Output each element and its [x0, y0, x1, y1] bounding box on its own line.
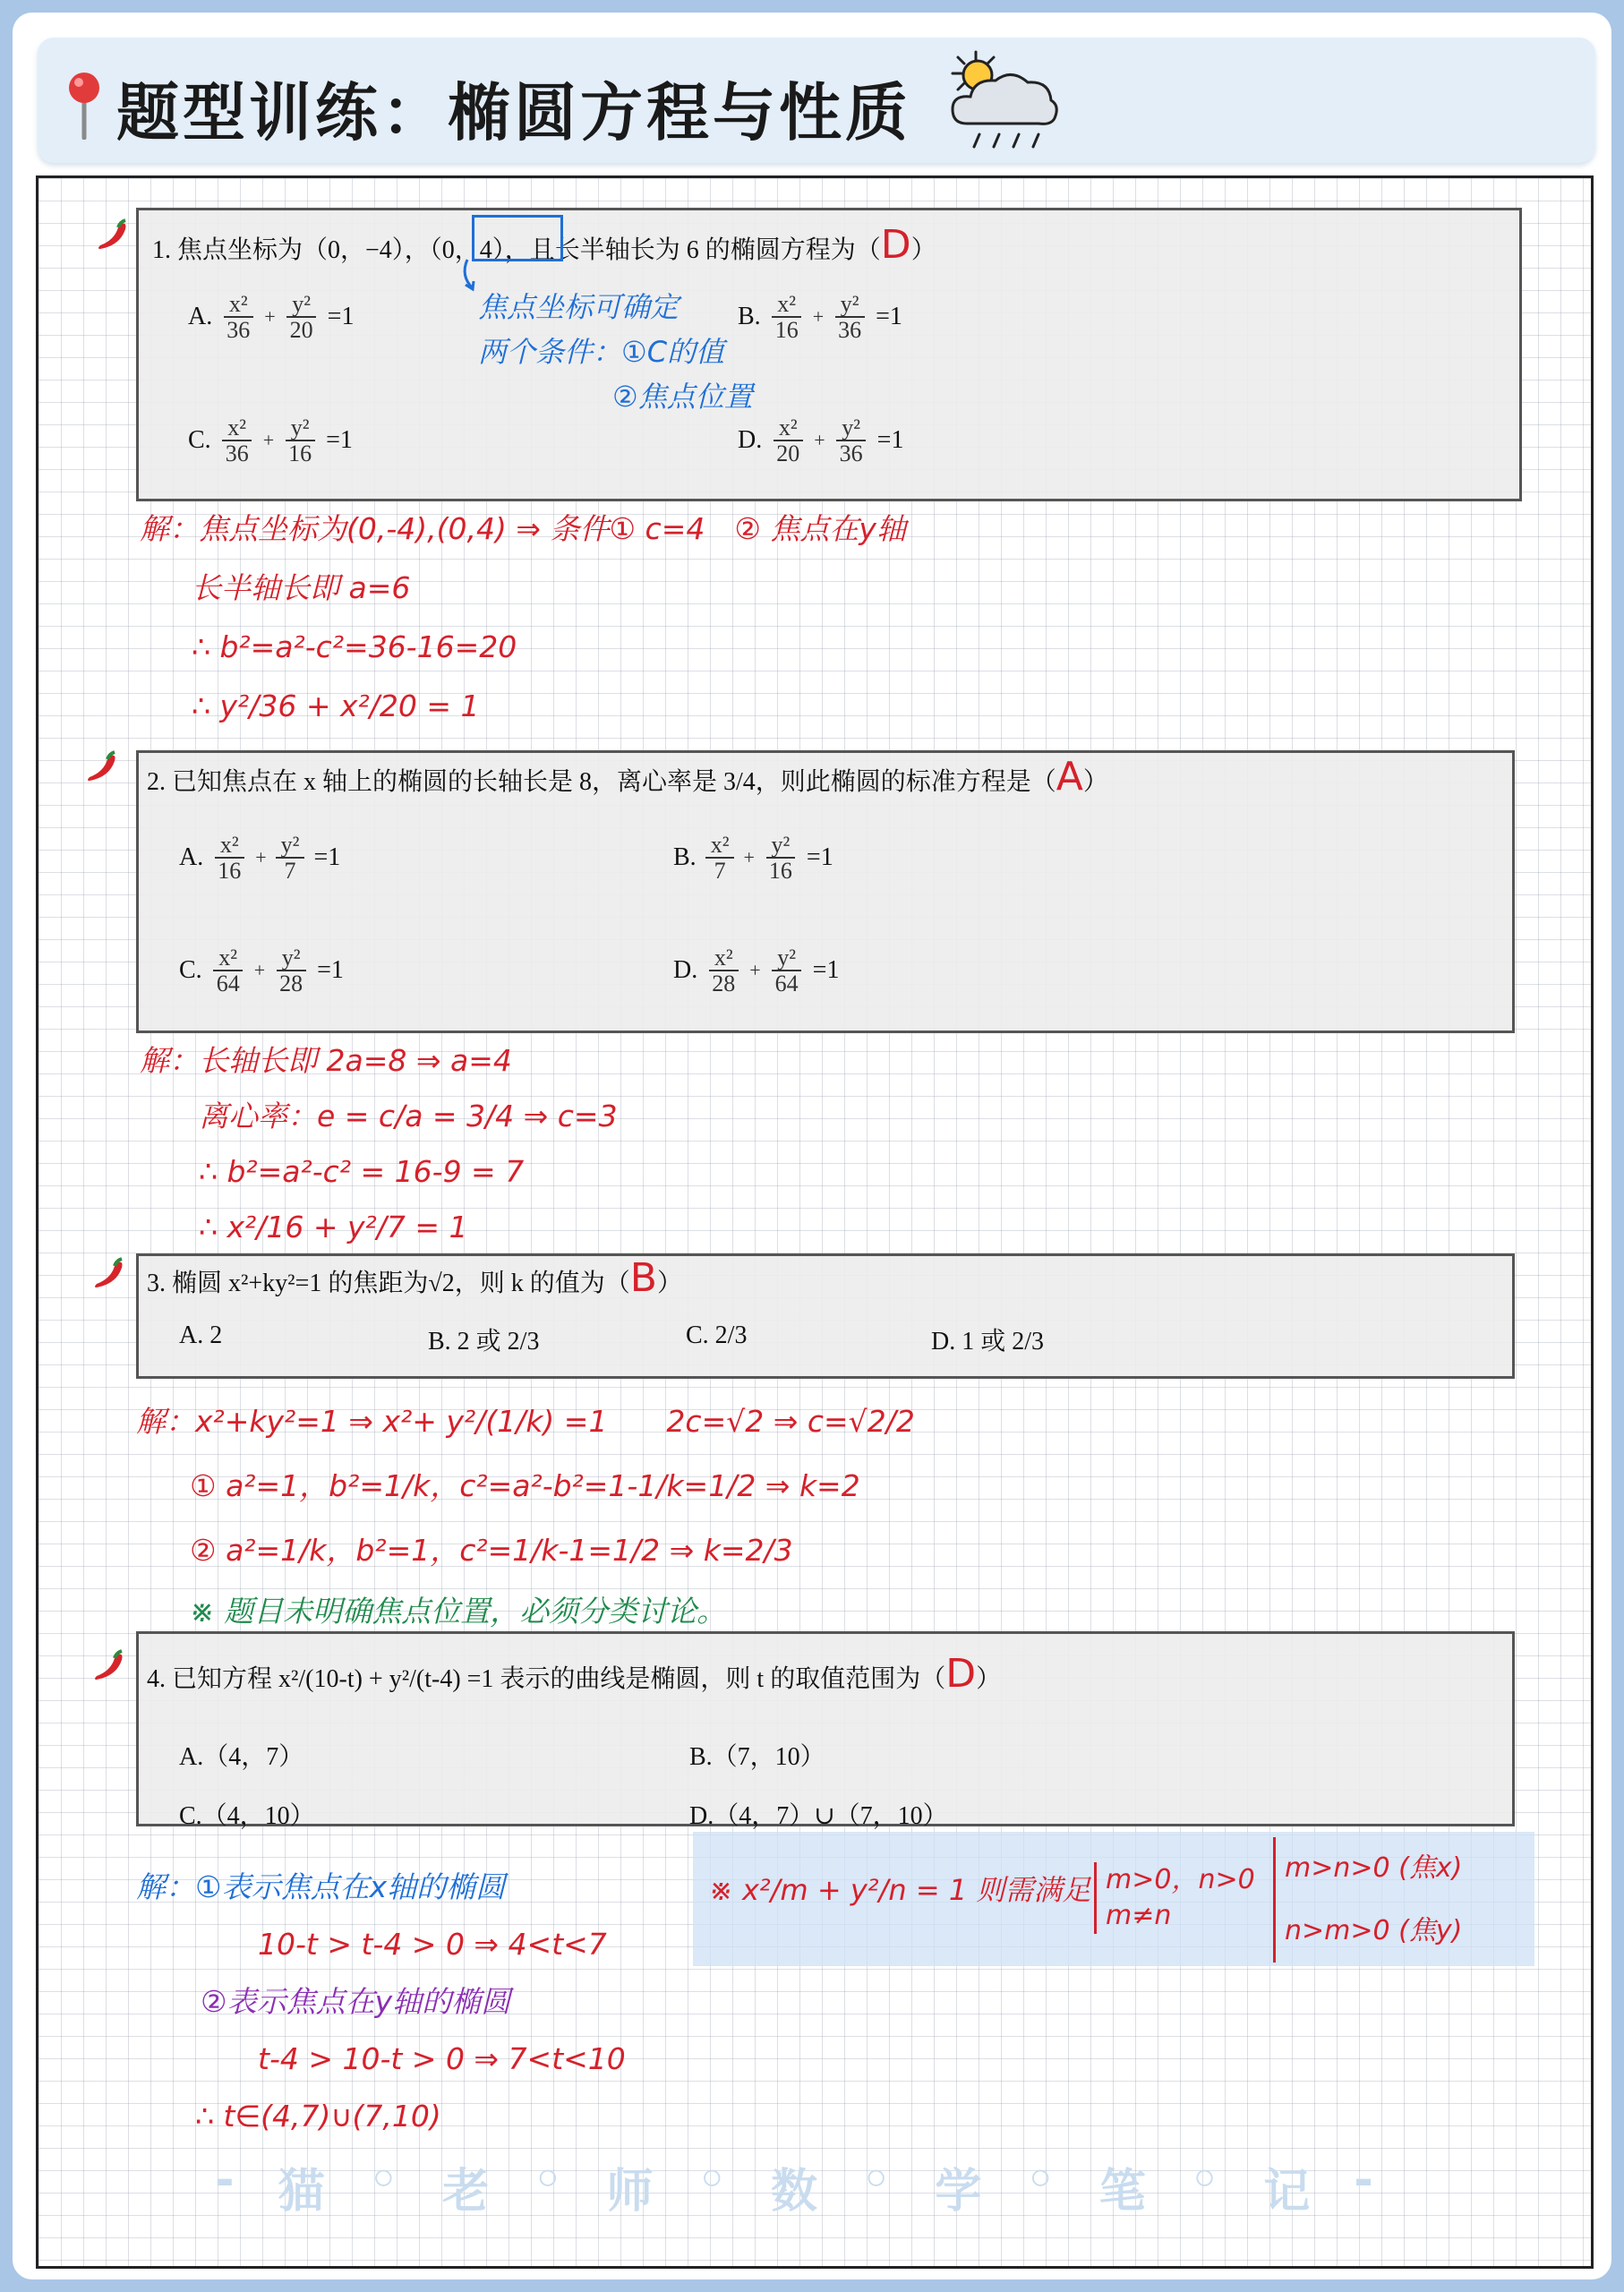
tip-cases: m>n>0 (焦x) n>m>0 (焦y) [1273, 1837, 1462, 1963]
page-title: 题型训练：椭圆方程与性质 [116, 76, 911, 150]
question-4-option-c: C.（4，10） [179, 1802, 315, 1830]
question-2-option-c: C. $\frac{\text{x²}}{64}$ + $\frac{\text{y²}}{28}$ =1 [179, 945, 344, 997]
question-1-stem: 1. 焦点坐标为（0，−4），（0，4），且长半轴长为 6 的椭圆方程为（D） [152, 222, 936, 268]
question-4-solution: 解：①表示焦点在x轴的椭圆 10-t > t-4 > 0 ⇒ 4<t<7 ②表示焦点在y轴的椭圆 t-4 > 10-t > 0 ⇒ 7<t<10 ∴ t∈(4,7)∪(7,10) [136, 1869, 626, 2134]
question-1-option-c: C. $\frac{\text{x²}}{36}$ + $\frac{\text{y²}}{16}$ =1 [188, 415, 353, 467]
question-3-note: ※ 题目未明确焦点位置，必须分类讨论。 [190, 1594, 727, 1629]
chili-pepper-icon [95, 218, 129, 252]
question-3-option-b: B. 2 或 2/3 [428, 1328, 540, 1356]
question-2-option-d: D. $\frac{\text{x²}}{28}$ + $\frac{\text{y²}}{64}$ =1 [673, 945, 840, 997]
question-4-answer: D [945, 1651, 977, 1697]
focus-highlight-box [472, 215, 563, 261]
tip-lead: ※ x²/m + y²/n = 1 则需满足 [709, 1873, 1091, 1907]
question-2-stem: 2. 已知焦点在 x 轴上的椭圆的长轴长是 8，离心率是 3/4，则此椭圆的标准方程是（A） [147, 754, 1108, 800]
watermark: - 猫 ◦ 老 ◦ 师 ◦ 数 ◦ 学 ◦ 笔 ◦ 记 - [215, 2153, 1379, 2219]
question-3-solution: 解：x²+ky²=1 ⇒ x²+ y²/(1/k) =1 2c=√2 ⇒ c=√2/2 ① a²=1，b²=1/k，c²=a²-b²=1-1/k=1/2 ⇒ k=2 ② a²=1/k，b²=1，c²=1/k-1=1/2 ⇒ k=2/3 [136, 1404, 915, 1568]
question-2-solution: 解：长轴长即 2a=8 ⇒ a=4 离心率：e = c/a = 3/4 ⇒ c=3 ∴ b²=a²-c² = 16-9 = 7 ∴ x²/16 + y²/7 = 1 [140, 1043, 618, 1244]
question-2-option-b: B. $\frac{\text{x²}}{7}$ + $\frac{\text{y²}}{16}$ =1 [673, 832, 833, 885]
sun-behind-rain-cloud-icon [940, 47, 1065, 158]
question-1-answer: D [880, 222, 911, 268]
question-3-option-a: A. 2 [179, 1321, 223, 1349]
chili-pepper-icon [91, 1649, 125, 1683]
question-4-option-a: A.（4，7） [179, 1743, 304, 1771]
question-1-option-b: B. $\frac{\text{x²}}{16}$ + $\frac{\text{y²}}{36}$ =1 [738, 291, 902, 344]
question-4-option-b: B.（7，10） [689, 1743, 825, 1771]
question-3-stem: 3. 椭圆 x²+ky²=1 的焦距为√2，则 k 的值为（B） [147, 1255, 682, 1301]
question-1-note: 焦点坐标可确定 两个条件：①C的值 ②焦点位置 [478, 290, 753, 414]
question-3-answer: B [629, 1255, 657, 1301]
question-2-answer: A [1056, 754, 1083, 800]
question-3-option-c: C. 2/3 [686, 1321, 748, 1349]
question-1-option-a: A. $\frac{\text{x²}}{36}$ + $\frac{\text{y²}}{20}$ =1 [188, 291, 355, 344]
chili-pepper-icon [91, 1257, 125, 1291]
question-3-option-d: D. 1 或 2/3 [931, 1328, 1045, 1356]
chili-pepper-icon [84, 750, 118, 784]
pin-icon [64, 70, 104, 140]
question-4-option-d: D.（4，7）∪（7，10） [689, 1802, 948, 1830]
question-2-option-a: A. $\frac{\text{x²}}{16}$ + $\frac{\text{y²}}{7}$ =1 [179, 832, 341, 885]
question-4-stem: 4. 已知方程 x²/(10-t) + y²/(t-4) =1 表示的曲线是椭圆，则 t 的取值范围为（D） [147, 1651, 1002, 1697]
tip-conditions: m>0，n>0 m≠n [1094, 1862, 1255, 1934]
question-1-solution: 解：焦点坐标为(0,-4),(0,4) ⇒ 条件① c=4 ② 焦点在y轴 长半轴长即 a=6 ∴ b²=a²-c²=36-16=20 ∴ y²/36 + x²/20 = 1 [140, 511, 906, 723]
question-1-option-d: D. $\frac{\text{x²}}{20}$ + $\frac{\text{y²}}{36}$ =1 [738, 415, 904, 467]
